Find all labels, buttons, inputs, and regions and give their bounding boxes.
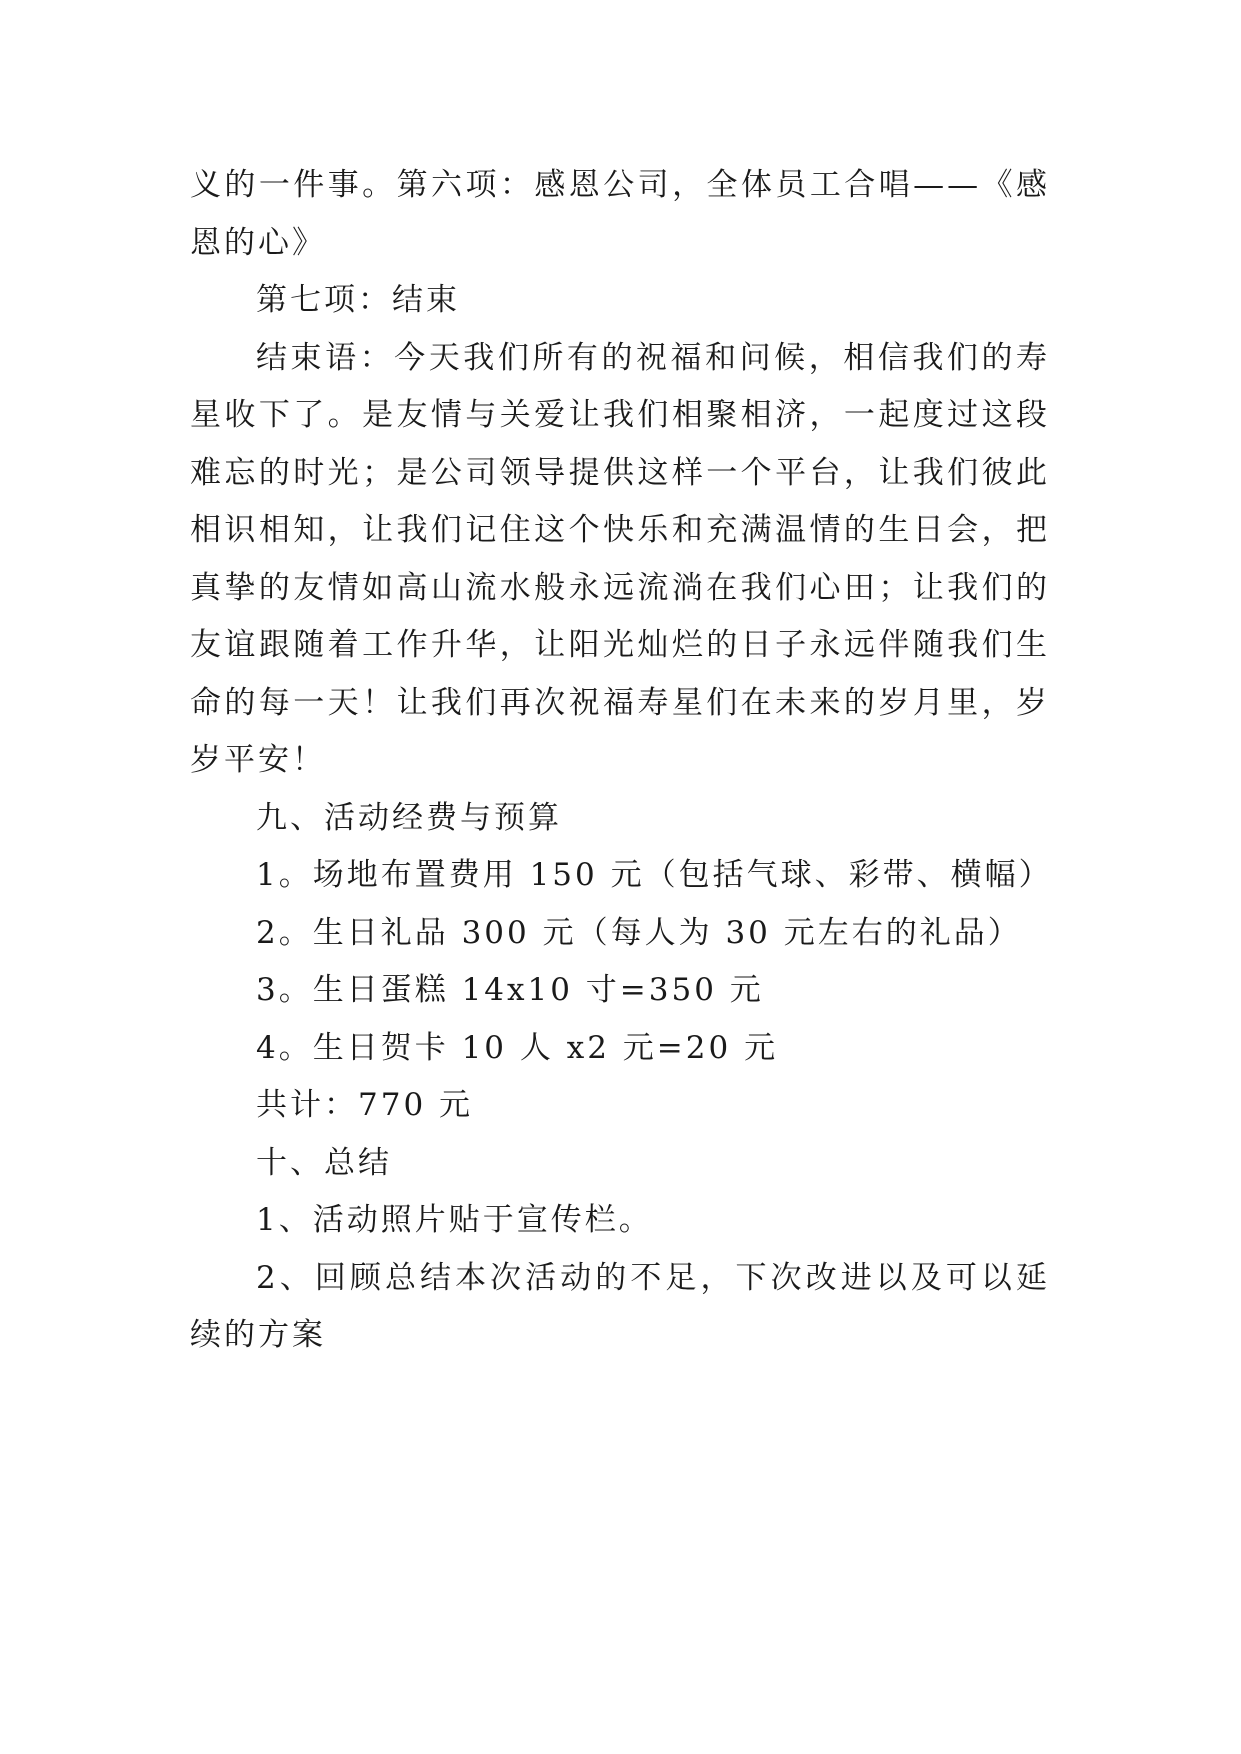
budget-item-cards: 4。生日贺卡 10 人 x2 元=20 元 xyxy=(256,1029,779,1066)
paragraph-closing-remarks: 结束语：今天我们所有的祝福和问候，相信我们的寿星收下了。是友情与关爱让我们相聚相济，一起度过这段难忘的时光；是公司领导提供这样一个平台，让我们彼此相识相知，让我们记住这个快乐和充满温情的生日会，把真挚的友情如高山流水般永远流淌在我们心田；让我们的友谊跟随着工作升华，让阳光灿烂的日子永远伴随我们生命的每一天！让我们再次祝福寿星们在未来的岁月里，岁岁平安！ xyxy=(190,339,1050,778)
paragraph-continuation: 义的一件事。第六项：感恩公司，全体员工合唱——《感恩的心》 xyxy=(190,167,1050,261)
heading-summary: 十、总结 xyxy=(256,1144,392,1181)
budget-item-gifts: 2。生日礼品 300 元（每人为 30 元左右的礼品） xyxy=(256,914,1022,951)
paragraph-item-seven: 第七项：结束 xyxy=(256,282,460,318)
budget-item-venue: 1。场地布置费用 150 元（包括气球、彩带、横幅） xyxy=(256,857,1053,893)
document-body xyxy=(190,157,1053,1365)
budget-item-cake: 3。生日蛋糕 14x10 寸=350 元 xyxy=(256,972,764,1008)
budget-total: 共计：770 元 xyxy=(256,1087,474,1123)
summary-item-photos: 1、活动照片贴于宣传栏。 xyxy=(256,1202,653,1238)
summary-item-review: 2、回顾总结本次活动的不足，下次改进以及可以延续的方案 xyxy=(190,1259,1050,1353)
heading-budget: 九、活动经费与预算 xyxy=(256,799,562,836)
